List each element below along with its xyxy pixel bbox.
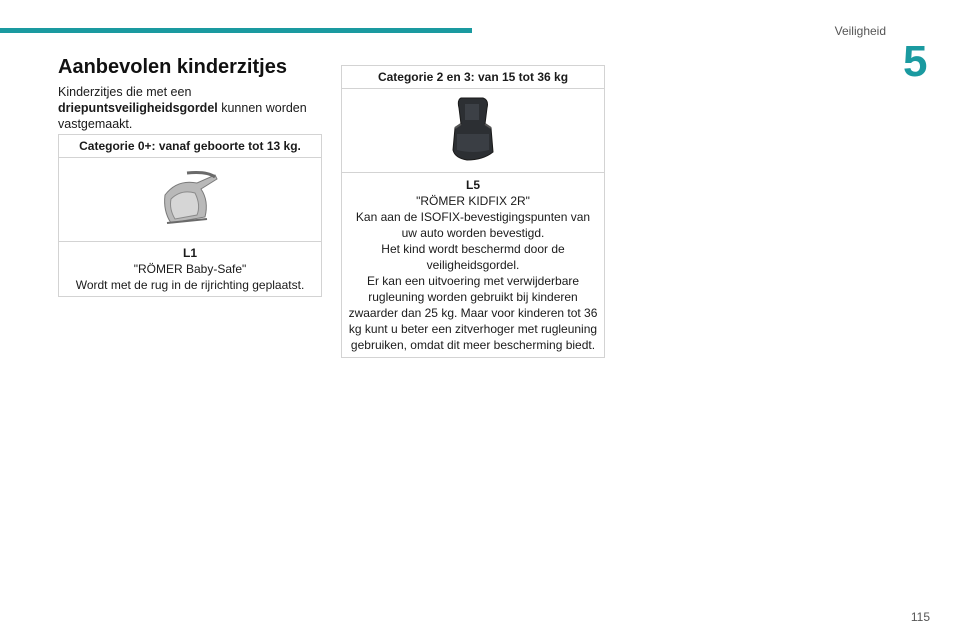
seat-code: L1 <box>182 246 197 260</box>
table-header: Categorie 2 en 3: van 15 tot 36 kg <box>342 66 605 89</box>
page-number: 115 <box>910 610 930 624</box>
seat-description-line: "RÖMER Baby-Safe" <box>133 262 247 276</box>
seat-description-line: Het kind wordt beschermd door de veiligheidsgordel. <box>381 242 565 272</box>
intro-text-2: kunnen worden vastgemaakt. <box>58 101 307 131</box>
seat-description-line: Er kan een uitvoering met verwijderbare rugleuning worden gebruikt bij kinderen zwaarder dan 25 kg. Maar voor kinderen tot 36 kg kunt u beter een zitverhoger met rugleuning gebruiken, omdat dit meer bescherming biedt. <box>348 274 598 352</box>
page-title: Aanbevolen kinderzitjes <box>58 56 287 78</box>
seat-description-line: "RÖMER KIDFIX 2R" <box>416 194 530 208</box>
intro-bold-term: driepuntsveiligheidsgordel <box>58 101 218 115</box>
seat-code: L5 <box>465 178 480 192</box>
intro-paragraph <box>58 84 320 132</box>
seat-description <box>59 242 322 297</box>
seat-description <box>342 173 605 358</box>
chapter-number: 5 <box>903 37 928 86</box>
seat-description-line: Wordt met de rug in de rijrichting geplaatst. <box>75 278 305 292</box>
seat-description-line: Kan aan de ISOFIX-bevestigingspunten van uw auto worden bevestigd. <box>355 210 591 240</box>
seat-image-cell <box>59 158 322 242</box>
infant-carrier-image <box>157 165 223 231</box>
booster-seat-image <box>443 94 503 164</box>
section-label: Veiligheid <box>834 24 886 38</box>
table-header: Categorie 0+: vanaf geboorte tot 13 kg. <box>59 135 322 158</box>
seat-image-cell <box>342 89 605 173</box>
seat-table-group-0 <box>58 134 322 297</box>
header-accent-bar <box>0 28 472 33</box>
intro-text-1: Kinderzitjes die met een <box>58 85 192 99</box>
seat-table-group-2-3 <box>341 65 605 358</box>
